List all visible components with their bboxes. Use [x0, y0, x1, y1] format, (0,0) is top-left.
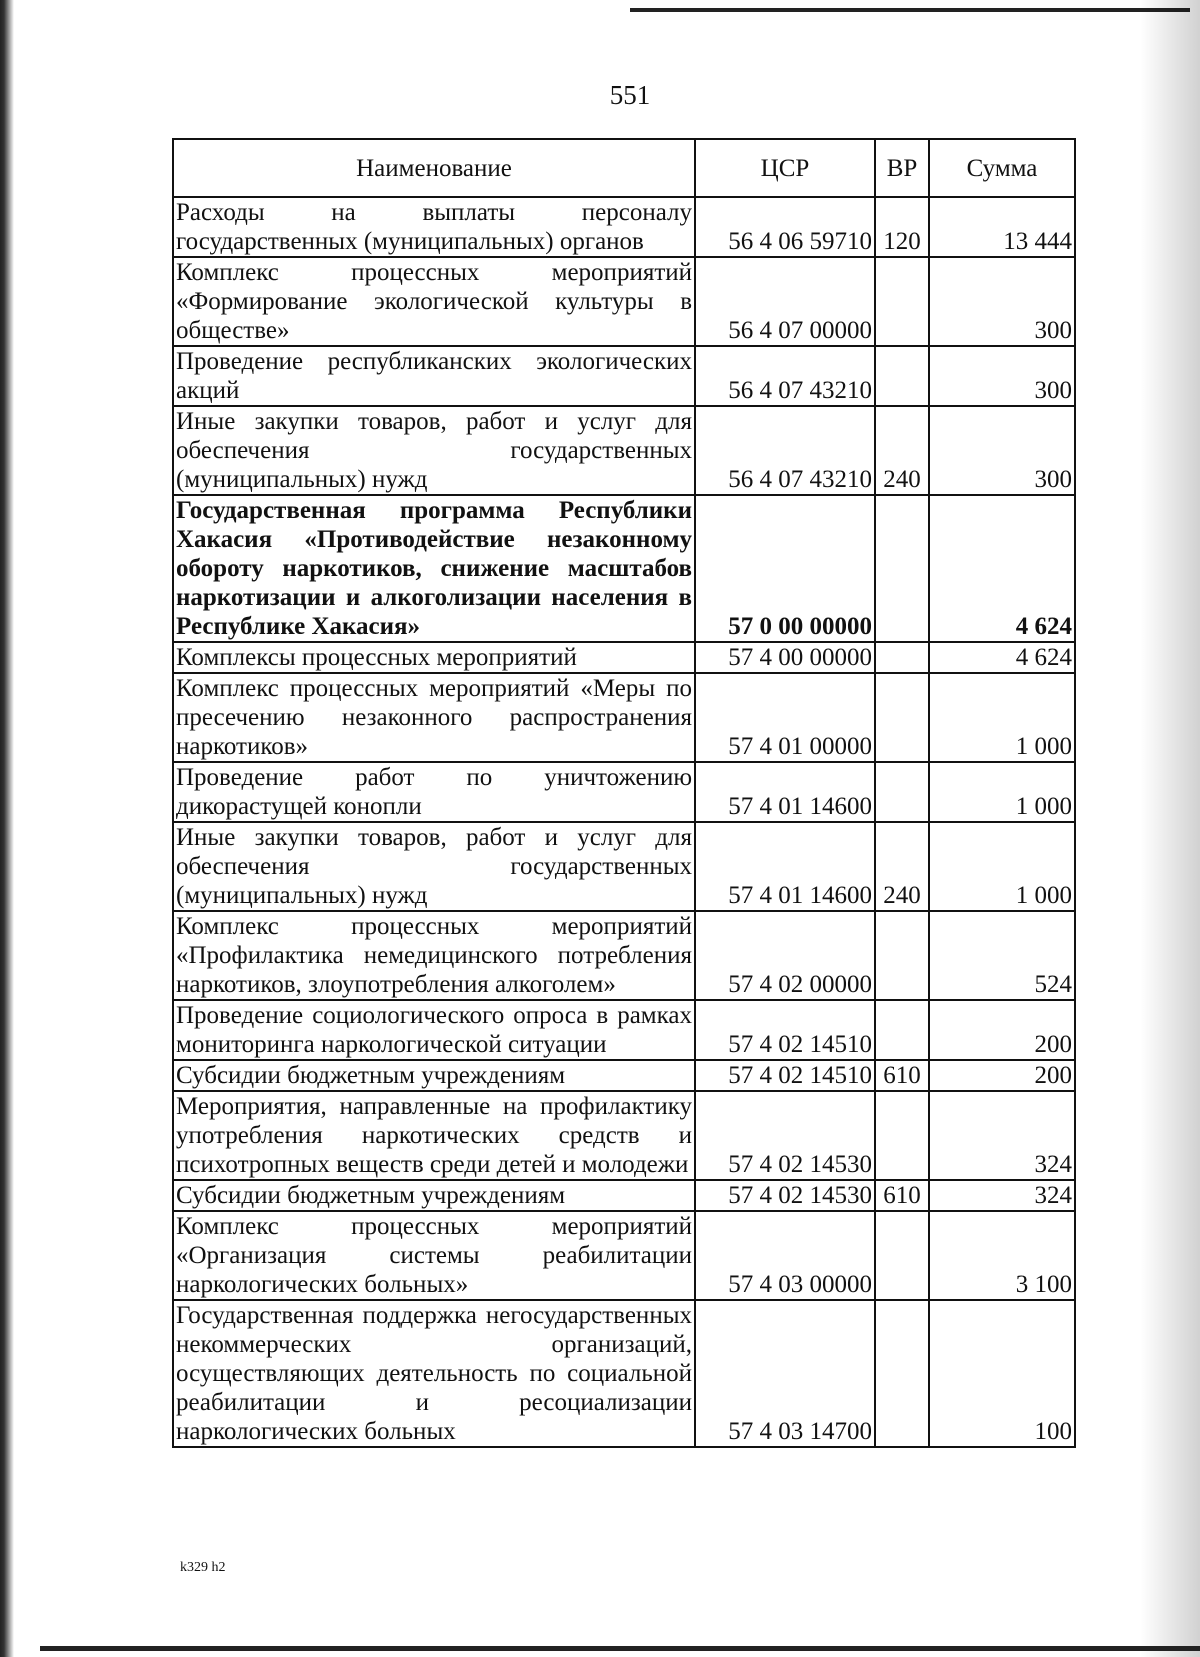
row-csr: 56 4 06 59710: [695, 197, 875, 257]
row-name: Комплекс процессных мероприятий «Организация системы реабилитации наркологических больных»: [173, 1211, 695, 1300]
table-row: [173, 197, 1075, 257]
table-row: [173, 1211, 1075, 1300]
row-sum: 200: [929, 1060, 1075, 1091]
row-name: Государственная программа Республики Хакасия «Противодействие незаконному обороту наркотиков, снижение масштабов наркотизации и алкоголизации населения в Республике Хакасия»: [173, 495, 695, 642]
row-csr: 57 4 00 00000: [695, 642, 875, 673]
table-row: [173, 822, 1075, 911]
row-csr: 57 4 02 14530: [695, 1091, 875, 1180]
row-csr: 56 4 07 43210: [695, 406, 875, 495]
row-csr: 57 4 02 14530: [695, 1180, 875, 1211]
row-name: Комплекс процессных мероприятий «Формирование экологической культуры в обществе»: [173, 257, 695, 346]
row-name: Проведение социологического опроса в рамках мониторинга наркологической ситуации: [173, 1000, 695, 1060]
table-row: [173, 1300, 1075, 1447]
row-sum: 3 100: [929, 1211, 1075, 1300]
row-csr: 57 4 02 14510: [695, 1060, 875, 1091]
scan-left-edge: [0, 0, 22, 1657]
row-csr: 57 0 00 00000: [695, 495, 875, 642]
row-name: Комплекс процессных мероприятий «Меры по пресечению незаконного распространения наркотиков»: [173, 673, 695, 762]
row-csr: 57 4 03 00000: [695, 1211, 875, 1300]
row-sum: 4 624: [929, 495, 1075, 642]
row-csr: 56 4 07 43210: [695, 346, 875, 406]
scan-top-line: [630, 8, 1190, 12]
header-csr: ЦСР: [695, 139, 875, 197]
row-name: Проведение работ по уничтожению дикорастущей конопли: [173, 762, 695, 822]
row-vr: [875, 1300, 929, 1447]
row-csr: 56 4 07 00000: [695, 257, 875, 346]
table-row: [173, 911, 1075, 1000]
row-vr: [875, 762, 929, 822]
table-row: [173, 762, 1075, 822]
row-vr: [875, 1000, 929, 1060]
row-vr: [875, 911, 929, 1000]
table-row: [173, 673, 1075, 762]
row-name: Иные закупки товаров, работ и услуг для обеспечения государственных (муниципальных) нужд: [173, 822, 695, 911]
row-name: Комплекс процессных мероприятий «Профилактика немедицинского потребления наркотиков, злоупотребления алкоголем»: [173, 911, 695, 1000]
row-csr: 57 4 03 14700: [695, 1300, 875, 1447]
row-name: Мероприятия, направленные на профилактику употребления наркотических средств и психотропных веществ среди детей и молодежи: [173, 1091, 695, 1180]
row-csr: 57 4 02 00000: [695, 911, 875, 1000]
row-csr: 57 4 01 14600: [695, 762, 875, 822]
row-vr: [875, 1211, 929, 1300]
row-csr: 57 4 01 14600: [695, 822, 875, 911]
row-vr: 610: [875, 1180, 929, 1211]
row-name: Государственная поддержка негосударственных некоммерческих организаций, осуществляющих деятельность по социальной реабилитации и ресоциализации наркологических больных: [173, 1300, 695, 1447]
table-row: [173, 346, 1075, 406]
table-row: [173, 1060, 1075, 1091]
table-row: [173, 642, 1075, 673]
page-number: 551: [609, 80, 651, 110]
row-sum: 1 000: [929, 673, 1075, 762]
budget-table: [172, 138, 1076, 1448]
row-csr: 57 4 02 14510: [695, 1000, 875, 1060]
row-vr: [875, 495, 929, 642]
row-vr: 610: [875, 1060, 929, 1091]
row-sum: 13 444: [929, 197, 1075, 257]
row-sum: 1 000: [929, 762, 1075, 822]
scan-right-shadow: [1140, 0, 1200, 1657]
header-sum: Сумма: [929, 139, 1075, 197]
table-header-row: [173, 139, 1075, 197]
header-name: Наименование: [173, 139, 695, 197]
row-sum: 4 624: [929, 642, 1075, 673]
row-vr: 240: [875, 406, 929, 495]
header-vr: ВР: [875, 139, 929, 197]
row-vr: 240: [875, 822, 929, 911]
row-name: Комплексы процессных мероприятий: [173, 642, 695, 673]
row-csr: 57 4 01 00000: [695, 673, 875, 762]
row-sum: 300: [929, 346, 1075, 406]
row-vr: [875, 673, 929, 762]
row-name: Проведение республиканских экологических акций: [173, 346, 695, 406]
row-sum: 324: [929, 1180, 1075, 1211]
table-row: [173, 495, 1075, 642]
table-row: [173, 1091, 1075, 1180]
row-vr: [875, 257, 929, 346]
row-sum: 100: [929, 1300, 1075, 1447]
scan-bottom-line: [40, 1646, 1200, 1651]
footer-code: k329 h2: [180, 1560, 226, 1575]
row-name: Иные закупки товаров, работ и услуг для обеспечения государственных (муниципальных) нужд: [173, 406, 695, 495]
row-vr: [875, 1091, 929, 1180]
table-row: [173, 257, 1075, 346]
row-vr: 120: [875, 197, 929, 257]
row-sum: 300: [929, 406, 1075, 495]
table-row: [173, 1000, 1075, 1060]
row-sum: 300: [929, 257, 1075, 346]
row-sum: 524: [929, 911, 1075, 1000]
row-vr: [875, 346, 929, 406]
table-row: [173, 1180, 1075, 1211]
table-row: [173, 406, 1075, 495]
table-body: [173, 197, 1075, 1447]
row-vr: [875, 642, 929, 673]
row-sum: 324: [929, 1091, 1075, 1180]
row-name: Расходы на выплаты персоналу государственных (муниципальных) органов: [173, 197, 695, 257]
row-name: Субсидии бюджетным учреждениям: [173, 1060, 695, 1091]
row-sum: 1 000: [929, 822, 1075, 911]
row-name: Субсидии бюджетным учреждениям: [173, 1180, 695, 1211]
row-sum: 200: [929, 1000, 1075, 1060]
